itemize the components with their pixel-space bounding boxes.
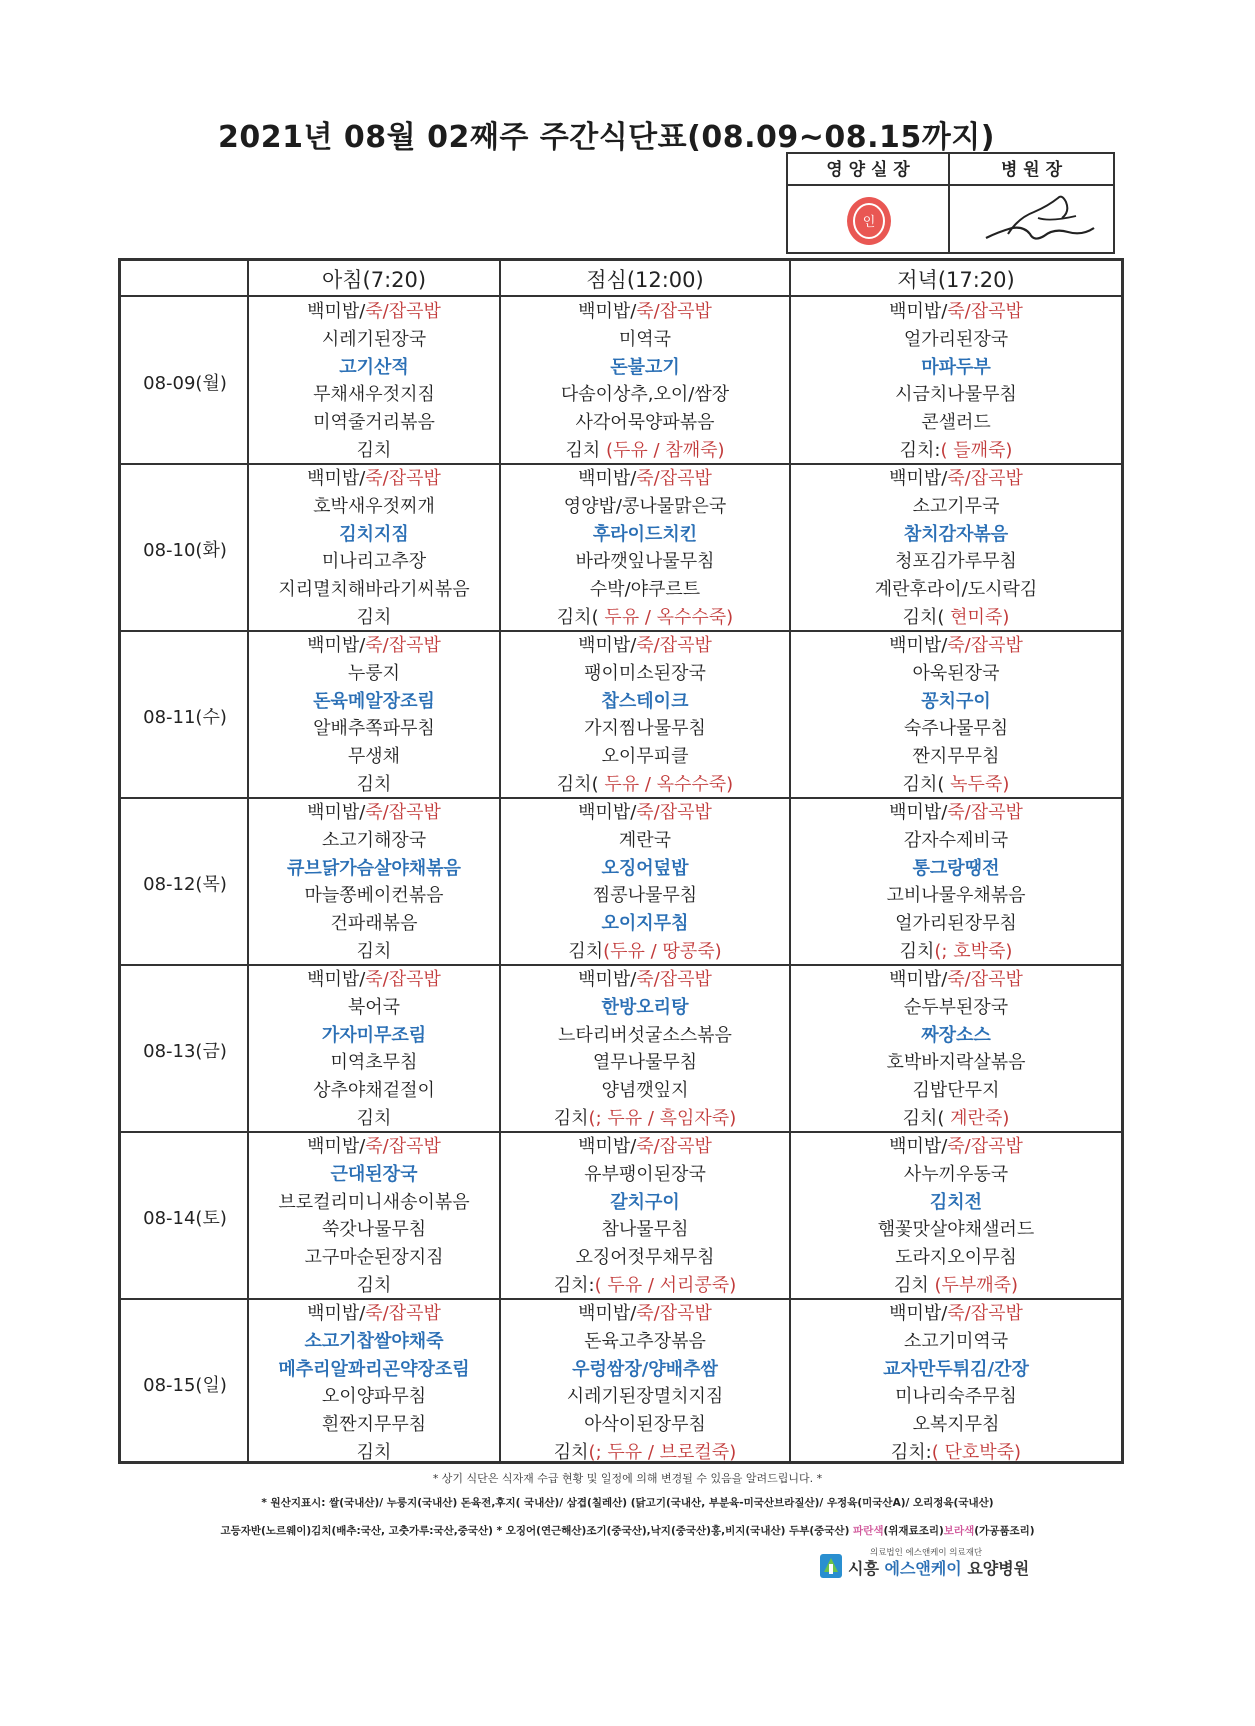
menu-cell-dinner <box>791 966 1121 1133</box>
main-dish: 갈치구이 <box>610 1191 680 1213</box>
soup-line: 북어국 <box>347 996 401 1018</box>
side-dish: 김밥단무지 <box>912 1080 1000 1102</box>
header-breakfast: 아침(7:20) <box>321 268 427 292</box>
side-dish: 수박/야쿠르트 <box>589 579 701 601</box>
main-dish: 오징어덮밥 <box>601 857 689 879</box>
kimchi-line: 김치:( 단호박죽) <box>890 1441 1022 1463</box>
menu-cell-lunch <box>501 966 789 1133</box>
soup-line: 아욱된장국 <box>912 662 1000 684</box>
menu-cell-lunch <box>501 632 789 799</box>
rice-line: 백미밥/죽/잡곡밥 <box>578 468 712 489</box>
rice-line: 백미밥/죽/잡곡밥 <box>307 468 441 489</box>
menu-cell-dinner <box>791 465 1121 632</box>
rice-line: 백미밥/죽/잡곡밥 <box>578 301 712 322</box>
menu-cell-breakfast <box>249 799 499 966</box>
rice-line: 백미밥/죽/잡곡밥 <box>889 468 1023 489</box>
side-dish: 미역줄거리볶음 <box>313 412 435 434</box>
side-dish: 도라지오이무침 <box>895 1247 1017 1269</box>
soup-line: 얼가리된장국 <box>903 328 1009 350</box>
rice-line: 백미밥/죽/잡곡밥 <box>307 301 441 322</box>
side-dish: 쑥갓나물무침 <box>321 1219 427 1241</box>
kimchi-line: 김치 <box>356 439 392 461</box>
side-dish: 흰짠지무무침 <box>321 1414 427 1436</box>
main-dish: 메추리알꽈리곤약장조림 <box>278 1358 470 1380</box>
side-dish: 마늘쫑베이컨볶음 <box>304 885 444 907</box>
day-label: 08-15(일) <box>143 1374 227 1396</box>
header-lunch: 점심(12:00) <box>586 268 704 292</box>
kimchi-line: 김치( 녹두죽) <box>902 773 1010 795</box>
side-dish: 브로컬리미니새송이볶음 <box>278 1191 470 1213</box>
rice-line: 백미밥/죽/잡곡밥 <box>307 1136 441 1157</box>
logo-name: 시흥 에스앤케이 요양병원 <box>848 1559 1030 1578</box>
rice-line: 백미밥/죽/잡곡밥 <box>889 969 1023 990</box>
menu-cell-breakfast <box>249 1300 499 1467</box>
soup-line: 미역국 <box>618 328 672 350</box>
menu-cell-dinner <box>791 1133 1121 1300</box>
director-label: 병 원 장 <box>950 154 1113 186</box>
main-dish: 통그랑땡전 <box>912 857 1000 879</box>
menu-cell-breakfast <box>249 632 499 799</box>
main-dish: 꽁치구이 <box>921 690 991 712</box>
side-dish: 오이양파무침 <box>321 1386 427 1408</box>
rice-line: 백미밥/죽/잡곡밥 <box>578 802 712 823</box>
main-dish: 참치감자볶음 <box>903 523 1009 545</box>
kimchi-line: 김치 <box>356 606 392 628</box>
side-dish: 느타리버섯굴소스볶음 <box>558 1024 732 1046</box>
kimchi-line: 김치:( 두유 / 서리콩죽) <box>553 1274 737 1296</box>
day-label: 08-13(금) <box>143 1040 227 1062</box>
main-dish: 김치전 <box>929 1191 983 1213</box>
side-dish: 짠지무무침 <box>912 746 1000 768</box>
side-dish: 오징어젓무채무침 <box>575 1247 715 1269</box>
rice-line: 백미밥/죽/잡곡밥 <box>578 1136 712 1157</box>
rice-line: 백미밥/죽/잡곡밥 <box>307 635 441 656</box>
main-dish: 우렁쌈장/양배추쌈 <box>572 1358 718 1380</box>
soup-line: 근대된장국 <box>330 1163 418 1185</box>
menu-cell-lunch <box>501 1133 789 1300</box>
side-dish: 시금치나물무침 <box>895 384 1017 406</box>
soup-line: 팽이미소된장국 <box>584 662 706 684</box>
menu-cell-lunch <box>501 298 789 465</box>
rice-line: 백미밥/죽/잡곡밥 <box>307 1303 441 1324</box>
side-dish: 계란후라이/도시락김 <box>874 579 1038 601</box>
main-dish: 후라이드치킨 <box>592 523 698 545</box>
side-dish: 콘샐러드 <box>921 412 991 434</box>
side-dish: 가지찜나물무침 <box>584 718 706 740</box>
origin-line-1: * 원산지표시: 쌀(국내산)/ 누룽지(국내산) 돈육전,후지( 국내산)/ 삼겹(칠레산) (닭고기(국내산, 부분육-미국산브라질산)/ 우정육(미국산A)/ 오리정육(국내산) <box>261 1497 994 1509</box>
side-dish: 열무나물무침 <box>592 1052 698 1074</box>
menu-cell-lunch <box>501 1300 789 1467</box>
side-dish: 미나리고추장 <box>321 551 427 573</box>
side-dish: 시레기된장멸치지짐 <box>566 1386 724 1408</box>
signature-icon <box>978 188 1098 250</box>
soup-line: 영양밥/콩나물맑은국 <box>563 495 727 517</box>
nutritionist-label: 영 양 실 장 <box>788 154 950 186</box>
soup-line: 사누끼우동국 <box>903 1163 1009 1185</box>
side-dish: 미나리숙주무침 <box>895 1386 1017 1408</box>
rice-line: 백미밥/죽/잡곡밥 <box>307 802 441 823</box>
rice-line: 백미밥/죽/잡곡밥 <box>578 969 712 990</box>
menu-cell-breakfast <box>249 966 499 1133</box>
menu-cell-lunch <box>501 465 789 632</box>
kimchi-line: 김치 (두유 / 참깨죽) <box>565 439 725 461</box>
menu-cell-breakfast <box>249 298 499 465</box>
kimchi-line: 김치(; 두유 / 흑임자죽) <box>553 1107 737 1129</box>
menu-cell-breakfast <box>249 465 499 632</box>
kimchi-line: 김치( 계란죽) <box>902 1107 1010 1129</box>
menu-cell-dinner <box>791 799 1121 966</box>
side-dish: 오이무피클 <box>601 746 689 768</box>
rice-line: 백미밥/죽/잡곡밥 <box>889 635 1023 656</box>
stamp-icon <box>844 194 894 248</box>
soup-line: 소고기해장국 <box>321 829 427 851</box>
kimchi-line: 김치 <box>356 773 392 795</box>
side-dish: 알배추쪽파무침 <box>313 718 435 740</box>
side-dish: 무생채 <box>347 746 401 768</box>
day-label: 08-09(월) <box>143 372 227 394</box>
rice-line: 백미밥/죽/잡곡밥 <box>889 301 1023 322</box>
side-dish: 다솜이상추,오이/쌈장 <box>560 384 730 406</box>
side-dish: 상추야채겉절이 <box>313 1080 435 1102</box>
soup-line: 한방오리탕 <box>601 996 689 1018</box>
logo-subtitle: 의료법인 에스앤케이 의료재단 <box>870 1548 983 1558</box>
svg-text:인: 인 <box>862 215 876 230</box>
rice-line: 백미밥/죽/잡곡밥 <box>889 802 1023 823</box>
soup-line: 시레기된장국 <box>321 328 427 350</box>
menu-cell-dinner <box>791 298 1121 465</box>
rice-line: 백미밥/죽/잡곡밥 <box>578 635 712 656</box>
rice-line: 백미밥/죽/잡곡밥 <box>889 1136 1023 1157</box>
soup-line: 소고기찹쌀야채죽 <box>304 1330 444 1352</box>
main-dish: 가자미무조림 <box>321 1024 427 1046</box>
kimchi-line: 김치 <box>356 1274 392 1296</box>
main-dish: 짜장소스 <box>921 1024 991 1046</box>
menu-cell-lunch <box>501 799 789 966</box>
kimchi-line: 김치:( 들깨죽) <box>899 439 1013 461</box>
side-dish: 숙주나물무침 <box>903 718 1009 740</box>
kimchi-line: 김치(두유 / 땅콩죽) <box>568 940 722 962</box>
main-dish: 돈육메알장조림 <box>313 690 435 712</box>
side-dish: 고비나물우채볶음 <box>886 885 1026 907</box>
side-dish: 오복지무침 <box>912 1414 1000 1436</box>
weekly-menu-table <box>118 258 1124 1464</box>
kimchi-line: 김치 <box>356 940 392 962</box>
approval-box <box>786 152 1115 254</box>
hospital-logo-icon <box>818 1550 844 1580</box>
kimchi-line: 김치 (두부깨죽) <box>893 1274 1019 1296</box>
origin-line-2: 고등자반(노르웨이)김치(배추:국산, 고춧가루:국산,중국산) * 오징어(연근해산)조기(중국산),낙지(중국산)홍,비지(국내산) 두부(중국산) 파란색(위재료조리)보라색(가공품조리) <box>220 1525 1035 1537</box>
side-dish: 오이지무침 <box>601 913 689 935</box>
header-dinner: 저녁(17:20) <box>897 268 1015 292</box>
side-dish: 미역초무침 <box>330 1052 418 1074</box>
soup-line: 돈육고추장볶음 <box>584 1330 706 1352</box>
side-dish: 청포김가루무침 <box>895 551 1017 573</box>
day-label: 08-14(토) <box>143 1207 227 1229</box>
kimchi-line: 김치(; 호박죽) <box>899 940 1013 962</box>
kimchi-line: 김치 <box>356 1107 392 1129</box>
kimchi-line: 김치( 두유 / 옥수수죽) <box>556 606 734 628</box>
side-dish: 찜콩나물무침 <box>592 885 698 907</box>
soup-line: 유부팽이된장국 <box>584 1163 706 1185</box>
side-dish: 무채새우젓지짐 <box>313 384 435 406</box>
day-label: 08-11(수) <box>143 706 227 728</box>
day-label: 08-10(화) <box>143 539 227 561</box>
kimchi-line: 김치( 두유 / 옥수수죽) <box>556 773 734 795</box>
soup-line: 호박새우젓찌개 <box>313 495 435 517</box>
hospital-logo <box>818 1546 1030 1586</box>
side-dish: 바라깻잎나물무침 <box>575 551 715 573</box>
side-dish: 호박바지락살볶음 <box>886 1052 1026 1074</box>
main-dish: 큐브닭가슴살야채볶음 <box>287 857 461 879</box>
side-dish: 지리멸치해바라기씨볶음 <box>278 579 470 601</box>
menu-cell-dinner <box>791 632 1121 799</box>
kimchi-line: 김치( 현미죽) <box>902 606 1010 628</box>
main-dish: 김치지짐 <box>339 523 409 545</box>
notice-text: * 상기 식단은 식자재 수급 현황 및 일정에 의해 변경될 수 있음을 알려드립니다. * <box>432 1472 823 1485</box>
side-dish: 양념깻잎지 <box>601 1080 689 1102</box>
main-dish: 찹스테이크 <box>601 690 689 712</box>
main-dish: 고기산적 <box>339 356 409 378</box>
kimchi-line: 김치 <box>356 1441 392 1463</box>
rice-line: 백미밥/죽/잡곡밥 <box>307 969 441 990</box>
side-dish: 건파래볶음 <box>330 913 418 935</box>
main-dish: 돈불고기 <box>610 356 680 378</box>
soup-line: 순두부된장국 <box>903 996 1009 1018</box>
side-dish: 햄꽃맛살야채샐러드 <box>877 1219 1035 1241</box>
soup-line: 소고기무국 <box>912 495 1000 517</box>
menu-cell-dinner <box>791 1300 1121 1467</box>
menu-cell-breakfast <box>249 1133 499 1300</box>
side-dish: 참나물무침 <box>601 1219 689 1241</box>
rice-line: 백미밥/죽/잡곡밥 <box>889 1303 1023 1324</box>
day-label: 08-12(목) <box>143 873 227 895</box>
kimchi-line: 김치(; 두유 / 브로컬죽) <box>553 1441 737 1463</box>
soup-line: 소고기미역국 <box>903 1330 1009 1352</box>
page-title: 2021년 08월 02째주 주간식단표(08.09~08.15까지) <box>218 120 995 155</box>
soup-line: 계란국 <box>618 829 672 851</box>
side-dish: 고구마순된장지짐 <box>304 1247 444 1269</box>
main-dish: 교자만두튀김/간장 <box>883 1358 1029 1380</box>
soup-line: 누룽지 <box>347 662 401 684</box>
soup-line: 감자수제비국 <box>903 829 1009 851</box>
side-dish: 아삭이된장무침 <box>584 1414 706 1436</box>
side-dish: 얼가리된장무침 <box>895 913 1017 935</box>
main-dish: 마파두부 <box>921 356 991 378</box>
side-dish: 사각어묵양파볶음 <box>575 412 715 434</box>
rice-line: 백미밥/죽/잡곡밥 <box>578 1303 712 1324</box>
